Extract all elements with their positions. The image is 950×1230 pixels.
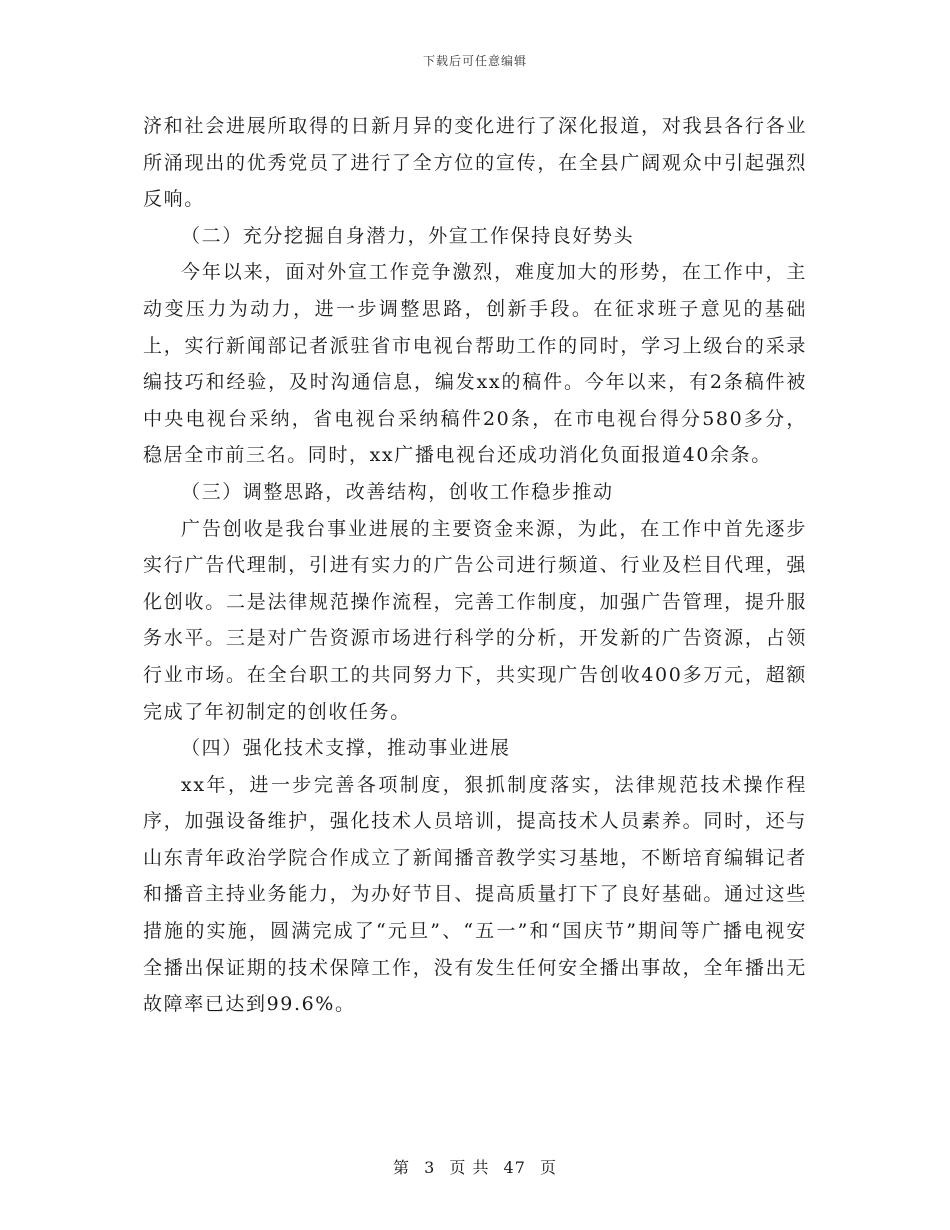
paragraph-continued: 济和社会进展所取得的日新月异的变化进行了深化报道，对我县各行各业所涌现出的优秀党员了进行了全方位的宣传，在全县广阔观众中引起强烈反响。 <box>143 115 807 211</box>
footer-middle: 页 共 <box>449 1158 490 1177</box>
current-page-number: 3 <box>424 1158 436 1177</box>
paragraph-section-2: 今年以来，面对外宣工作竞争激烈，难度加大的形势，在工作中，主动变压力为动力，进一步调整思路，创新手段。在征求班子意见的基础上，实行新闻部记者派驻省市电视台帮助工作的同时，学习上级台的采录编技巧和经验，及时沟通信息，编发xx的稿件。今年以来，有2条稿件被中央电视台采纳，省电视台采纳稿件20条，在市电视台得分580多分，稳居全市前三名。同时，xx广播电视台还成功消化负面报道40余条。 <box>143 261 807 467</box>
section-heading-4: （四）强化技术支撑，推动事业进展 <box>181 737 511 760</box>
footer-prefix: 第 <box>392 1158 410 1177</box>
document-body <box>143 108 807 1023</box>
section-heading-3: （三）调整思路，改善结构，创收工作稳步推动 <box>181 480 614 503</box>
total-pages-number: 47 <box>503 1158 526 1177</box>
footer-suffix: 页 <box>540 1158 558 1177</box>
page-footer <box>0 1155 950 1178</box>
section-heading-2: （二）充分挖掘自身潜力，外宣工作保持良好势头 <box>181 224 635 247</box>
paragraph-section-3: 广告创收是我台事业进展的主要资金来源，为此，在工作中首先逐步实行广告代理制，引进有实力的广告公司进行频道、行业及栏目代理，强化创收。二是法律规范操作流程，完善工作制度，加强广告管理，提升服务水平。三是对广告资源市场进行科学的分析，开发新的广告资源，占领行业市场。在全台职工的共同努力下，共实现广告创收400多万元，超额完成了年初制定的创收任务。 <box>143 517 807 723</box>
paragraph-section-4: xx年，进一步完善各项制度，狠抓制度落实，法律规范技术操作程序，加强设备维护，强化技术人员培训，提高技术人员素养。同时，还与山东青年政治学院合作成立了新闻播音教学实习基地，不断培育编辑记者和播音主持业务能力，为办好节目、提高质量打下了良好基础。通过这些措施的实施，圆满完成了“元旦”、“五一”和“国庆节”期间等广播电视安全播出保证期的技术保障工作，没有发生任何安全播出事故，全年播出无故障率已达到99.6%。 <box>143 773 807 1016</box>
header-text: 下载后可任意编辑 <box>422 54 527 68</box>
page-header <box>0 52 950 69</box>
